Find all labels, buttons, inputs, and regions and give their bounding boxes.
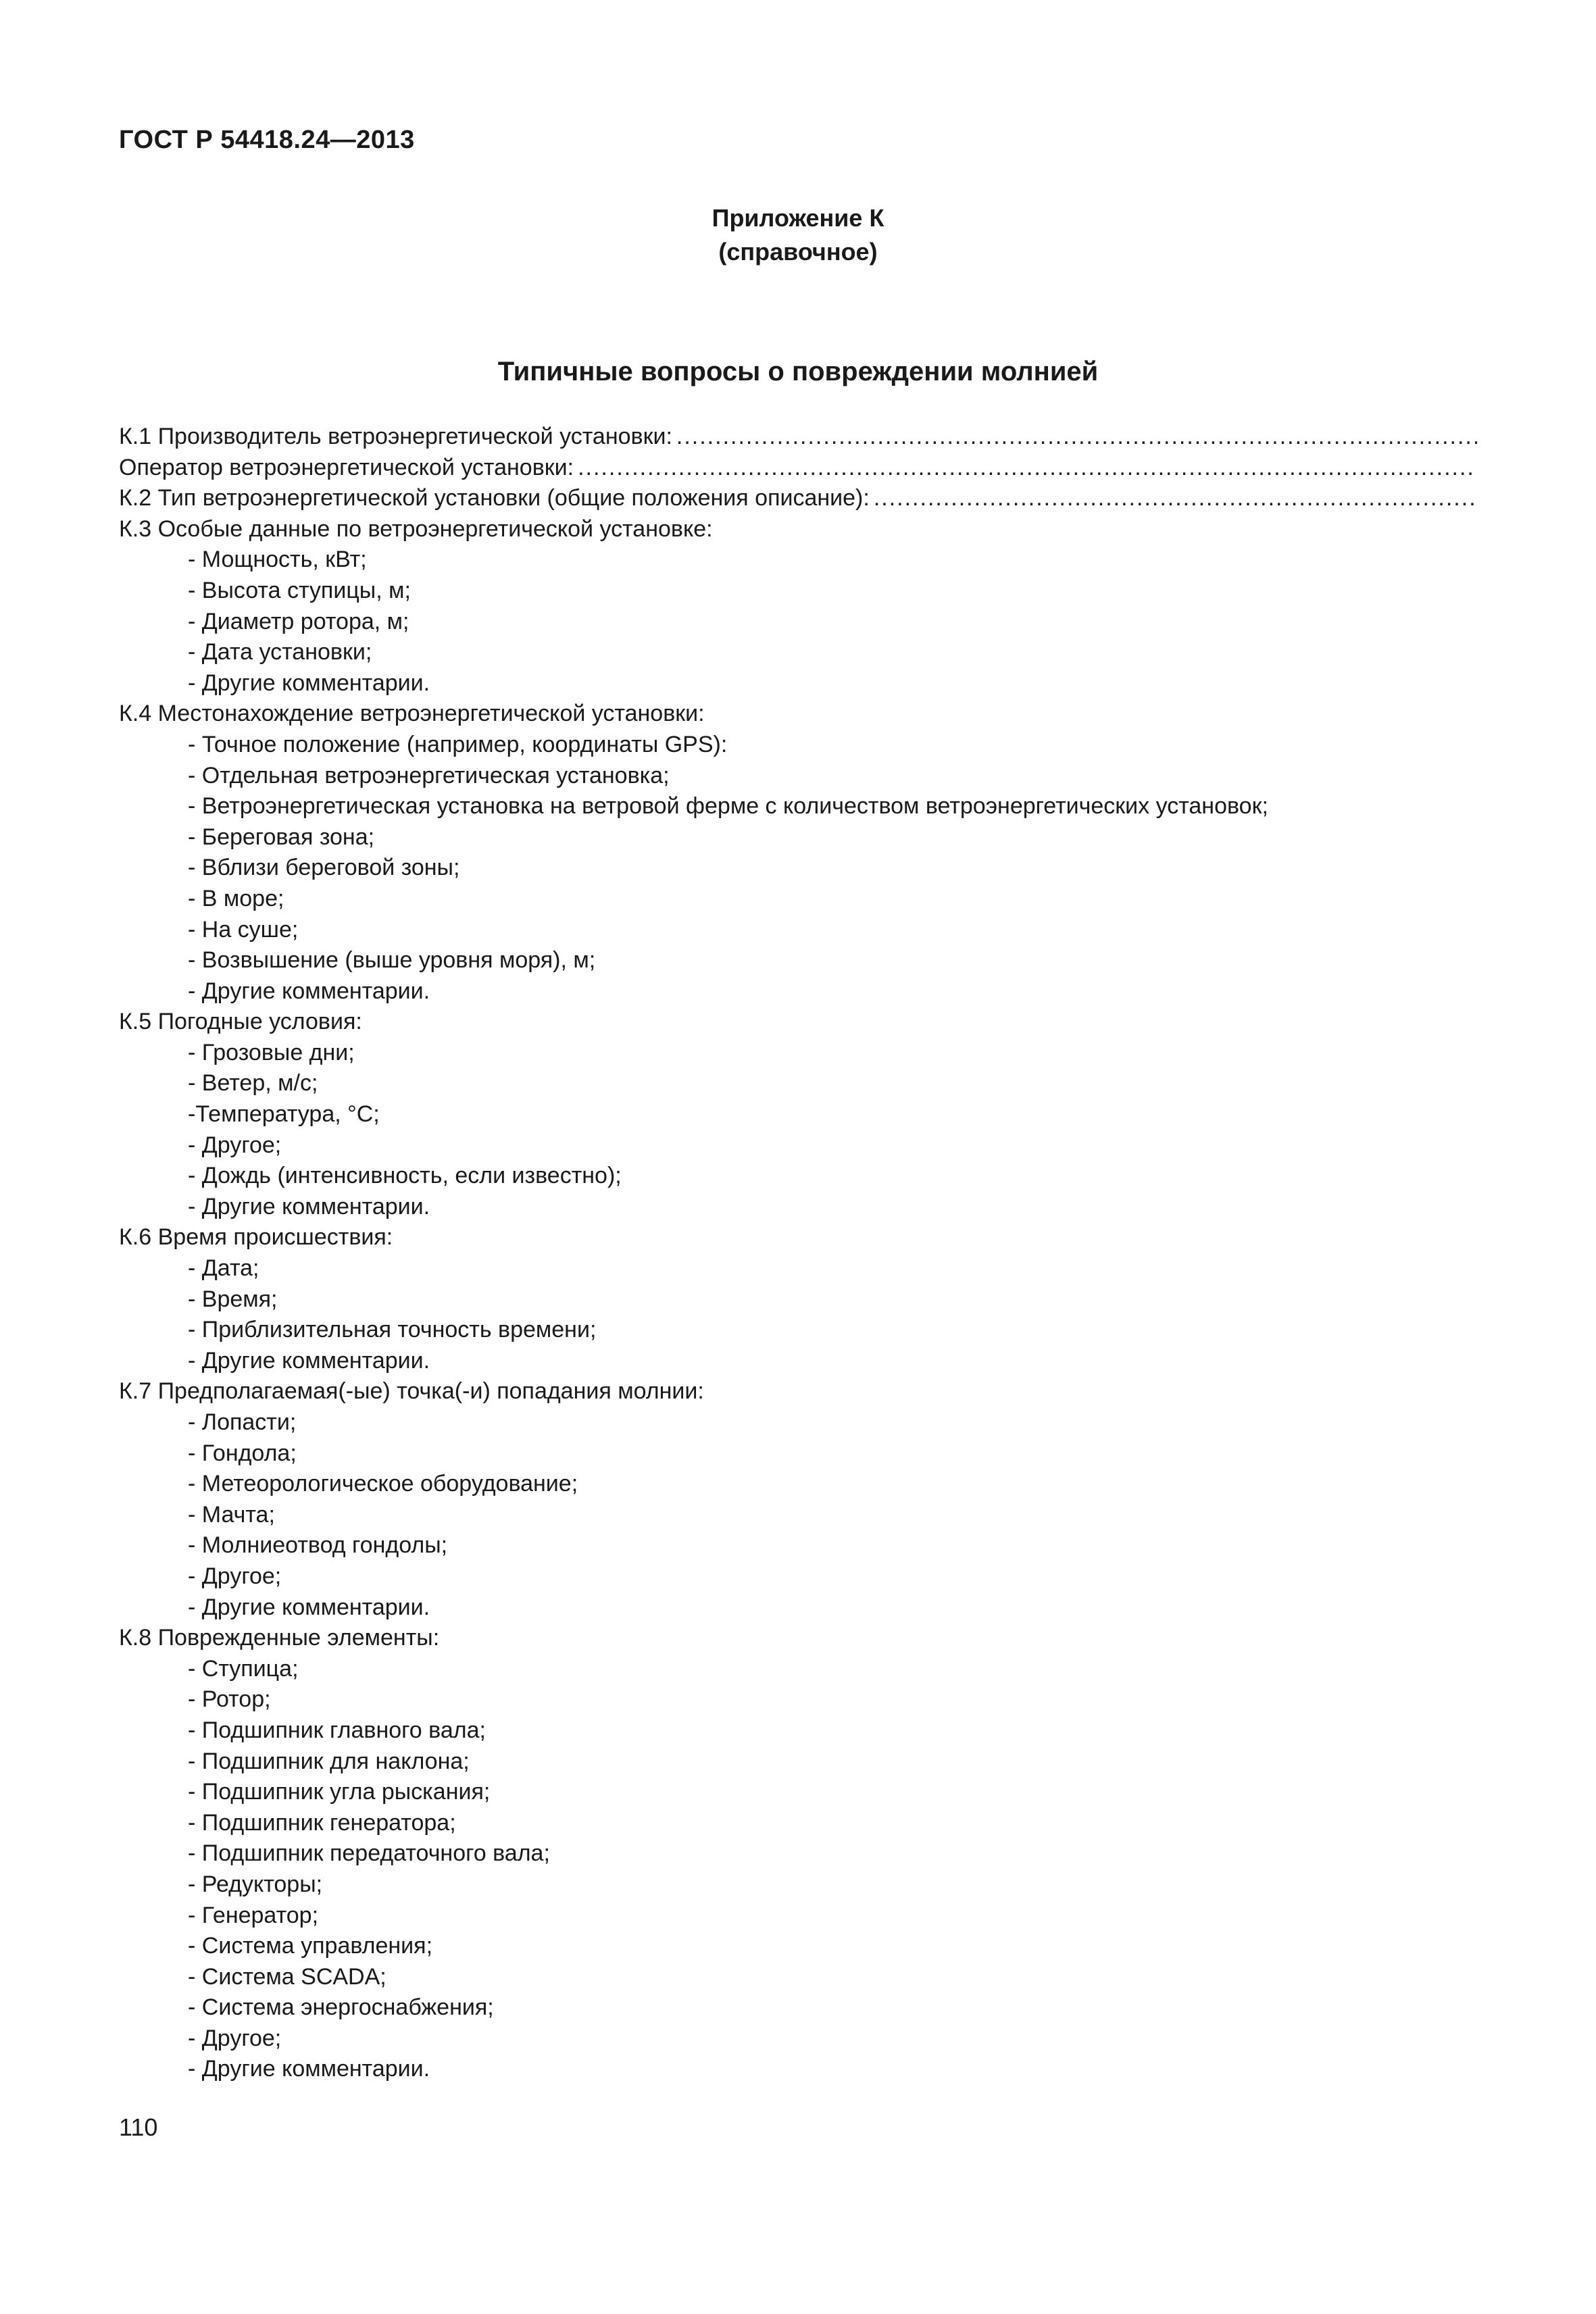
line-text: - Мачта;: [188, 1501, 275, 1528]
line-text: Оператор ветроэнергетической установки:: [119, 454, 574, 480]
line-text: К.2 Тип ветроэнергетической установки (общие положения описание):: [119, 485, 870, 511]
line-text: - Метеорологическое оборудование;: [188, 1471, 578, 1497]
list-sub-item: [119, 1992, 1477, 2023]
line-text: - Грозовые дни;: [188, 1039, 355, 1065]
list-sub-item: [119, 1500, 1477, 1531]
line-text: - Высота ступицы, м;: [188, 577, 411, 603]
list-sub-item: [119, 1469, 1477, 1500]
line-text: - Редукторы;: [188, 1871, 323, 1897]
list-sub-item: [119, 761, 1477, 792]
line-text: - Система энергоснабжения;: [188, 1994, 494, 2021]
line-text: К.6 Время происшествия:: [119, 1224, 393, 1251]
annex-heading: [0, 201, 1596, 269]
list-sub-item: [119, 1931, 1477, 1962]
list-sub-item: [119, 853, 1477, 884]
dotted-leader-line: [870, 483, 1477, 514]
line-text: - Береговая зона;: [188, 824, 375, 850]
page-number: 110: [119, 2113, 158, 2141]
list-sub-item: [119, 1746, 1477, 1778]
line-text: - Ротор;: [188, 1686, 271, 1713]
line-text: - Мощность, кВт;: [188, 547, 367, 573]
list-sub-item: [119, 1684, 1477, 1715]
list-sub-item: [119, 730, 1477, 761]
list-sub-item: [119, 1038, 1477, 1069]
line-text: - Дождь (интенсивность, если известно);: [188, 1163, 622, 1189]
dotted-leader-line: [574, 453, 1477, 484]
line-text: - Время;: [188, 1286, 278, 1312]
list-sub-item: [119, 1130, 1477, 1161]
line-text: - Вблизи береговой зоны;: [188, 855, 460, 881]
list-sub-item: [119, 1808, 1477, 1839]
line-text: - Другие комментарии.: [188, 670, 430, 696]
line-text: - В море;: [188, 885, 284, 911]
list-sub-item: [119, 791, 1477, 822]
list-sub-item: [119, 945, 1477, 976]
form-field-line: [119, 483, 1477, 514]
line-text: - Дата установки;: [188, 639, 372, 665]
line-text: - Подшипник главного вала;: [188, 1717, 486, 1743]
list-sub-item: [119, 1592, 1477, 1624]
line-text: - Дата;: [188, 1255, 259, 1282]
list-section-item: [119, 1623, 1477, 1654]
line-text: - Подшипник генератора;: [188, 1809, 456, 1836]
list-sub-item: [119, 668, 1477, 699]
line-text: К.3 Особые данные по ветроэнергетической установке:: [119, 515, 713, 542]
annex-label: Приложение К: [712, 204, 884, 232]
list-sub-item: [119, 1161, 1477, 1192]
line-text: - Молниеотвод гондолы;: [188, 1532, 448, 1559]
list-sub-item: [119, 1284, 1477, 1315]
list-section-item: [119, 1376, 1477, 1407]
list-sub-item: [119, 1346, 1477, 1377]
line-text: К.8 Поврежденные элементы:: [119, 1625, 440, 1651]
line-text: - Система управления;: [188, 1933, 433, 1959]
line-text: - Возвышение (выше уровня моря), м;: [188, 947, 596, 974]
line-text: - Ветер, м/с;: [188, 1070, 318, 1097]
list-sub-item: [119, 822, 1477, 853]
line-text: - Другое;: [188, 1563, 282, 1589]
list-sub-item: [119, 1869, 1477, 1901]
list-sub-item: [119, 1838, 1477, 1869]
list-sub-item: [119, 545, 1477, 576]
list-sub-item: [119, 607, 1477, 638]
line-text: К.7 Предполагаемая(-ые) точка(-и) попадания молнии:: [119, 1378, 704, 1405]
list-sub-item: [119, 1654, 1477, 1685]
line-text: - Генератор;: [188, 1902, 319, 1928]
line-text: - Диаметр ротора, м;: [188, 608, 409, 634]
line-text: - Гондола;: [188, 1440, 297, 1466]
list-sub-item: [119, 1901, 1477, 1932]
list-section-item: [119, 514, 1477, 545]
list-sub-item: [119, 2054, 1477, 2085]
annex-type: (справочное): [718, 238, 878, 266]
list-sub-item: [119, 2023, 1477, 2055]
list-section-item: [119, 1007, 1477, 1038]
line-text: - Другие комментарии.: [188, 1347, 430, 1374]
list-sub-item: [119, 1068, 1477, 1099]
list-section-item: [119, 1222, 1477, 1253]
list-sub-item: [119, 1099, 1477, 1130]
line-text: - Другие комментарии.: [188, 2056, 430, 2082]
line-text: - Другие комментарии.: [188, 1594, 430, 1620]
list-sub-item: [119, 576, 1477, 607]
line-text: - Ветроэнергетическая установка на ветровой ферме с количеством ветроэнергетических установок;: [188, 793, 1268, 820]
line-text: - Подшипник угла рыскания;: [188, 1779, 491, 1805]
list-sub-item: [119, 1315, 1477, 1346]
line-text: -Температура, °С;: [188, 1101, 380, 1128]
list-sub-item: [119, 1253, 1477, 1284]
list-sub-item: [119, 1962, 1477, 1993]
question-list: [119, 422, 1477, 2085]
list-sub-item: [119, 1438, 1477, 1469]
line-text: - Другое;: [188, 1132, 282, 1158]
document-header-id: ГОСТ Р 54418.24—2013: [119, 126, 415, 154]
list-sub-item: [119, 915, 1477, 946]
list-sub-item: [119, 1192, 1477, 1223]
line-text: - Другое;: [188, 2025, 282, 2051]
list-section-item: [119, 699, 1477, 730]
line-text: К.5 Погодные условия:: [119, 1009, 362, 1035]
line-text: - Подшипник передаточного вала;: [188, 1840, 550, 1867]
list-sub-item: [119, 1561, 1477, 1592]
form-field-line: [119, 453, 1477, 484]
line-text: - Приблизительная точность времени;: [188, 1317, 597, 1343]
line-text: - На суше;: [188, 916, 299, 942]
form-field-line: [119, 422, 1477, 453]
list-sub-item: [119, 976, 1477, 1007]
line-text: - Отдельная ветроэнергетическая установка;: [188, 762, 670, 788]
list-sub-item: [119, 1777, 1477, 1808]
line-text: - Ступица;: [188, 1655, 299, 1682]
line-text: - Система SCADA;: [188, 1963, 386, 1990]
line-text: - Лопасти;: [188, 1409, 297, 1435]
section-title: Типичные вопросы о повреждении молнией: [497, 357, 1099, 386]
line-text: - Другие комментарии.: [188, 1193, 430, 1219]
line-text: - Подшипник для наклона;: [188, 1748, 470, 1774]
list-sub-item: [119, 1530, 1477, 1561]
line-text: - Точное положение (например, координаты GPS):: [188, 731, 728, 757]
line-text: К.4 Местонахождение ветроэнергетической установки:: [119, 701, 705, 727]
line-text: - Другие комментарии.: [188, 978, 430, 1004]
list-sub-item: [119, 884, 1477, 915]
list-sub-item: [119, 637, 1477, 668]
list-sub-item: [119, 1407, 1477, 1438]
list-sub-item: [119, 1715, 1477, 1746]
dotted-leader-line: [672, 422, 1477, 453]
line-text: К.1 Производитель ветроэнергетической установки:: [119, 424, 672, 449]
